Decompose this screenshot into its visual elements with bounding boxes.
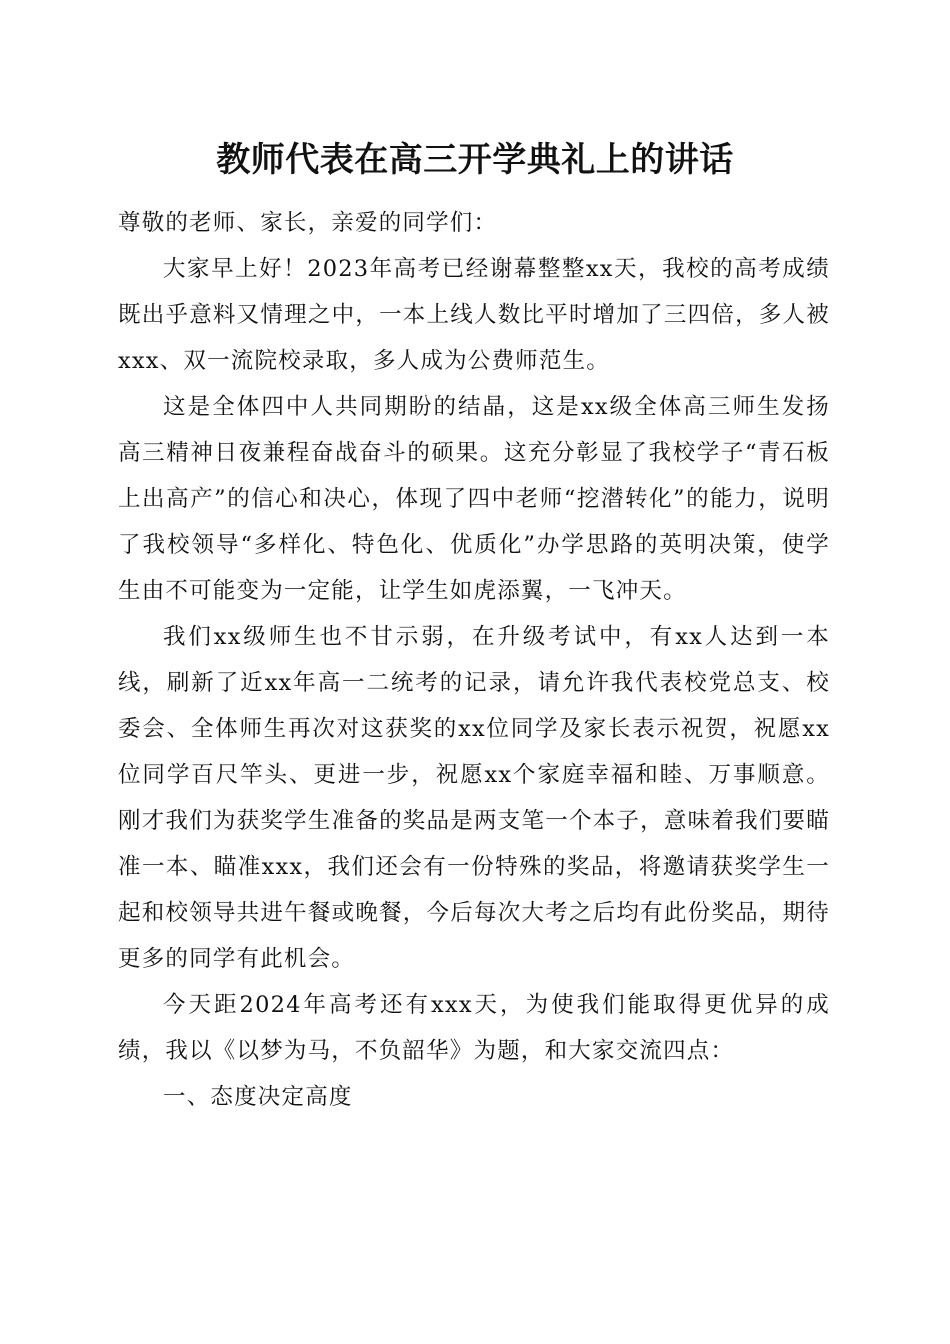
paragraph-achievement: 这是全体四中人共同期盼的结晶，这是xx级全体高三师生发扬高三精神日夜兼程奋战奋斗的硕果。这充分彰显了我校学子“青石板上出高产”的信心和决心，体现了四中老师“挖潜转化”的能力，说明了我校领导“多样化、特色化、优质化”办学思路的英明决策，使学生由不可能变为一定能，让学生如虎添翼，一飞冲天。 [118,394,830,604]
paragraph-topic-intro: 今天距2024年高考还有xxx天，为使我们能取得更优异的成绩，我以《以梦为马，不负韶华》为题，和大家交流四点： [118,992,830,1064]
paragraph-greeting: 大家早上好！2023年高考已经谢幕整整xx天，我校的高考成绩既出乎意料又情理之中，一本上线人数比平时增加了三四倍，多人被xxx、双一流院校录取，多人成为公费师范生。 [118,256,830,374]
document-title: 教师代表在高三开学典礼上的讲话 [216,140,734,180]
document-body [118,200,830,1120]
paragraph-congratulations: 我们xx级师生也不甘示弱，在升级考试中，有xx人达到一本线，刷新了近xx年高一二统考的记录，请允许我代表校党总支、校委会、全体师生再次对这获奖的xx位同学及家长表示祝贺，祝愿xx位同学百尺竿头、更进一步，祝愿xx个家庭幸福和睦、万事顺意。刚才我们为获奖学生准备的奖品是两支笔一个本子，意味着我们要瞄准一本、瞄准xxx，我们还会有一份特殊的奖品，将邀请获奖学生一起和校领导共进午餐或晚餐，今后每次大考之后均有此份奖品，期待更多的同学有此机会。 [118,624,830,972]
section-heading: 一、态度决定高度 [163,1084,353,1110]
salutation: 尊敬的老师、家长，亲爱的同学们： [118,210,498,236]
